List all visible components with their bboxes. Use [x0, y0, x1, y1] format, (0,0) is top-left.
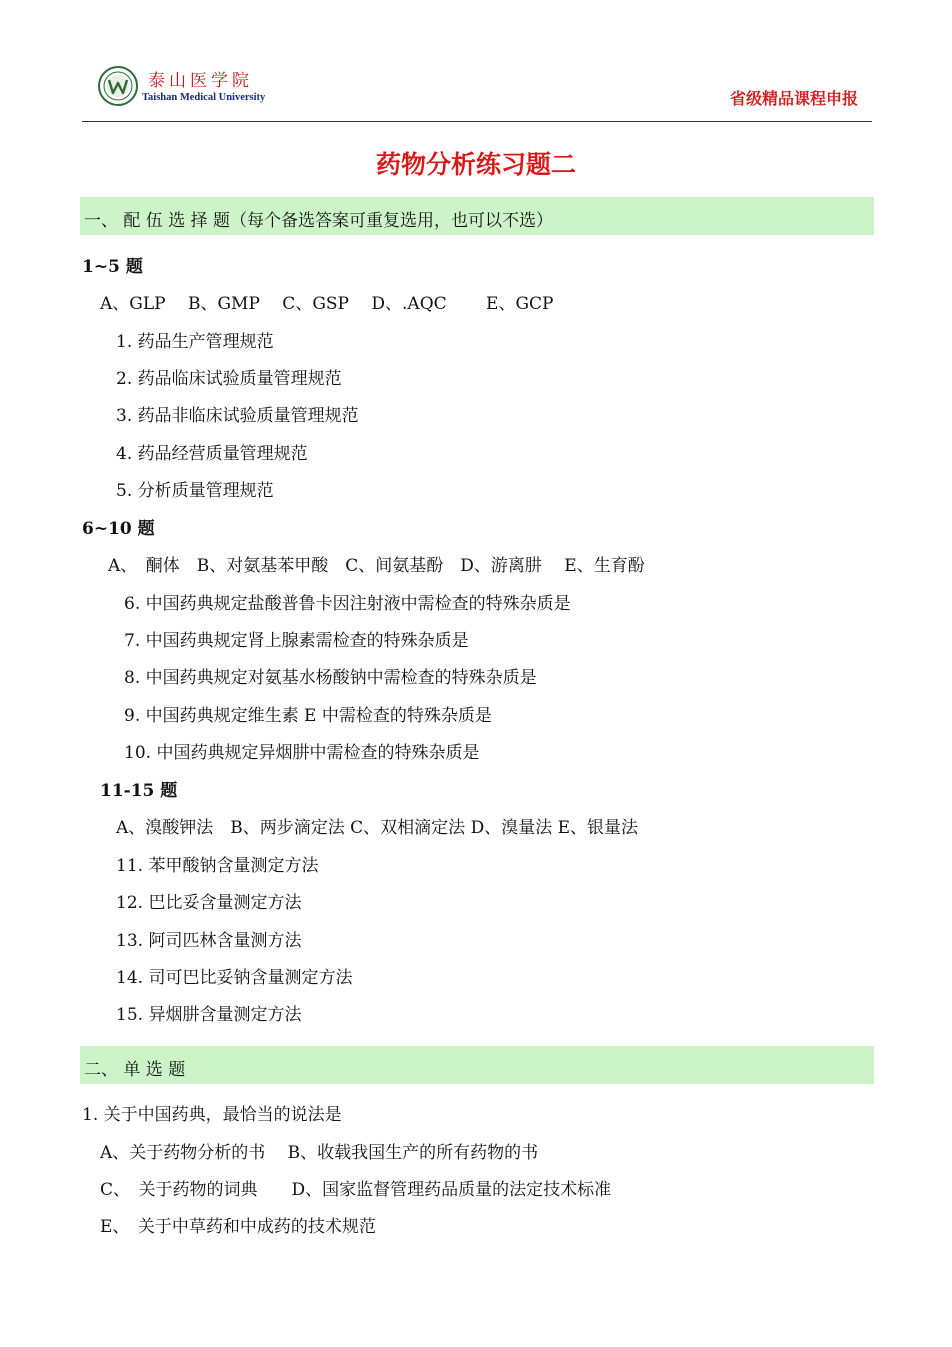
- question-item: 5. 分析质量管理规范: [116, 481, 274, 501]
- answer-options: A、关于药物分析的书 B、收载我国生产的所有药物的书: [100, 1143, 539, 1163]
- university-logo: [98, 66, 288, 110]
- logo-english-name: Taishan Medical University: [142, 92, 266, 103]
- group-1-options: A、GLP B、GMP C、GSP D、.AQC E、GCP: [100, 294, 554, 314]
- answer-options: C、 关于药物的词典 D、国家监督管理药品质量的法定技术标准: [100, 1180, 612, 1200]
- question-item: 9. 中国药典规定维生素 E 中需检查的特殊杂质是: [124, 706, 492, 726]
- group-2-label: 6~10 题: [82, 519, 155, 539]
- header-divider: [82, 121, 872, 122]
- group-3-label: 11-15 题: [100, 781, 178, 801]
- question-item: 3. 药品非临床试验质量管理规范: [116, 406, 359, 426]
- question-item: 15. 异烟肼含量测定方法: [116, 1005, 302, 1025]
- group-2-options: A、 酮体 B、对氨基苯甲酸 C、间氨基酚 D、游离肼 E、生育酚: [108, 556, 645, 576]
- section-1-heading: 一、 配 伍 选 择 题（每个备选答案可重复选用，也可以不选）: [84, 211, 554, 231]
- university-seal-icon: [98, 66, 138, 106]
- question-item: 1. 药品生产管理规范: [116, 332, 274, 352]
- question-item: 11. 苯甲酸钠含量测定方法: [116, 856, 319, 876]
- section-2-heading-band: [80, 1046, 874, 1084]
- document-title: 药物分析练习题二: [375, 150, 576, 179]
- question-item: 8. 中国药典规定对氨基水杨酸钠中需检查的特殊杂质是: [124, 668, 537, 688]
- section-2-heading: 二、 单 选 题: [84, 1060, 186, 1080]
- header-label: 省级精品课程申报: [729, 89, 858, 108]
- question-item: 10. 中国药典规定异烟肼中需检查的特殊杂质是: [124, 743, 480, 763]
- group-3-options: A、溴酸钾法 B、两步滴定法 C、双相滴定法 D、溴量法 E、银量法: [116, 818, 639, 838]
- question-item: 14. 司可巴比妥钠含量测定方法: [116, 968, 353, 988]
- logo-chinese-name: 泰山医学院: [148, 71, 253, 91]
- answer-options: E、 关于中草药和中成药的技术规范: [100, 1217, 376, 1237]
- question-item: 12. 巴比妥含量测定方法: [116, 893, 302, 913]
- question-stem: 1. 关于中国药典，最恰当的说法是: [82, 1105, 342, 1125]
- group-1-label: 1~5 题: [82, 257, 143, 277]
- question-item: 2. 药品临床试验质量管理规范: [116, 369, 342, 389]
- question-item: 4. 药品经营质量管理规范: [116, 444, 308, 464]
- section-1-heading-band: [80, 197, 874, 235]
- question-item: 13. 阿司匹林含量测方法: [116, 931, 302, 951]
- question-item: 7. 中国药典规定肾上腺素需检查的特殊杂质是: [124, 631, 469, 651]
- question-item: 6. 中国药典规定盐酸普鲁卡因注射液中需检查的特殊杂质是: [124, 594, 571, 614]
